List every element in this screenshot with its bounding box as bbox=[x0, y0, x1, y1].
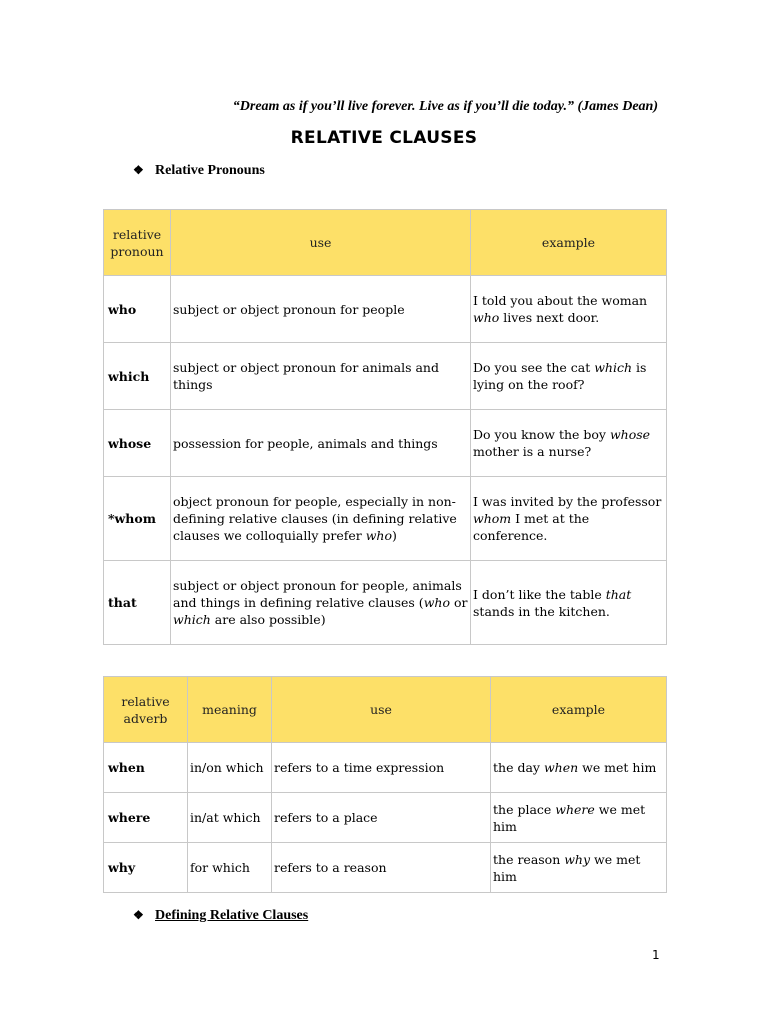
pronoun-cell: *whom bbox=[104, 477, 171, 561]
diamond-bullet-icon: ❖ bbox=[133, 908, 144, 922]
column-header: use bbox=[171, 210, 471, 276]
table-row bbox=[104, 477, 667, 561]
section-heading-relative-pronouns bbox=[133, 163, 265, 179]
pronoun-cell: which bbox=[104, 343, 171, 410]
use-cell: subject or object pronoun for animals and things bbox=[171, 343, 471, 410]
example-cell: I was invited by the professor whom I met at the conference. bbox=[471, 477, 667, 561]
meaning-cell: in/at which bbox=[188, 793, 272, 843]
example-cell: I told you about the woman who lives next door. bbox=[471, 276, 667, 343]
section-heading-text: Defining Relative Clauses bbox=[155, 908, 309, 923]
pronoun-cell: that bbox=[104, 561, 171, 645]
table-row bbox=[104, 410, 667, 477]
adverb-cell: when bbox=[104, 743, 188, 793]
section-heading-defining-relative-clauses bbox=[133, 908, 308, 924]
column-header: example bbox=[491, 677, 667, 743]
use-cell: refers to a time expression bbox=[272, 743, 491, 793]
diamond-bullet-icon: ❖ bbox=[133, 163, 144, 177]
table-header-row bbox=[104, 210, 667, 276]
example-cell: I don’t like the table that stands in the kitchen. bbox=[471, 561, 667, 645]
pronoun-cell: who bbox=[104, 276, 171, 343]
use-cell: possession for people, animals and things bbox=[171, 410, 471, 477]
table-header-row bbox=[104, 677, 667, 743]
section-heading-text: Relative Pronouns bbox=[155, 163, 265, 178]
adverb-cell: why bbox=[104, 843, 188, 893]
table-row bbox=[104, 743, 667, 793]
column-header: example bbox=[471, 210, 667, 276]
use-cell: object pronoun for people, especially in non-defining relative clauses (in defining relative clauses we colloquially prefer who) bbox=[171, 477, 471, 561]
table-row bbox=[104, 843, 667, 893]
column-header: relative adverb bbox=[104, 677, 188, 743]
example-cell: the place where we met him bbox=[491, 793, 667, 843]
example-cell: the day when we met him bbox=[491, 743, 667, 793]
table-row bbox=[104, 276, 667, 343]
use-cell: subject or object pronoun for people bbox=[171, 276, 471, 343]
use-cell: refers to a reason bbox=[272, 843, 491, 893]
column-header: relative pronoun bbox=[104, 210, 171, 276]
use-cell: subject or object pronoun for people, animals and things in defining relative clauses (who or which are also possible) bbox=[171, 561, 471, 645]
table-row bbox=[104, 793, 667, 843]
example-cell: Do you see the cat which is lying on the roof? bbox=[471, 343, 667, 410]
example-cell: Do you know the boy whose mother is a nurse? bbox=[471, 410, 667, 477]
example-cell: the reason why we met him bbox=[491, 843, 667, 893]
page-number: 1 bbox=[652, 948, 660, 962]
pronoun-cell: whose bbox=[104, 410, 171, 477]
page-title: RELATIVE CLAUSES bbox=[290, 128, 478, 148]
adverb-cell: where bbox=[104, 793, 188, 843]
column-header: use bbox=[272, 677, 491, 743]
quote: “Dream as if you’ll live forever. Live as if you’ll die today.” (James Dean) bbox=[232, 99, 658, 114]
table-row bbox=[104, 343, 667, 410]
meaning-cell: for which bbox=[188, 843, 272, 893]
relative-pronouns-table bbox=[103, 209, 667, 645]
use-cell: refers to a place bbox=[272, 793, 491, 843]
column-header: meaning bbox=[188, 677, 272, 743]
table-row bbox=[104, 561, 667, 645]
meaning-cell: in/on which bbox=[188, 743, 272, 793]
relative-adverbs-table bbox=[103, 676, 667, 893]
